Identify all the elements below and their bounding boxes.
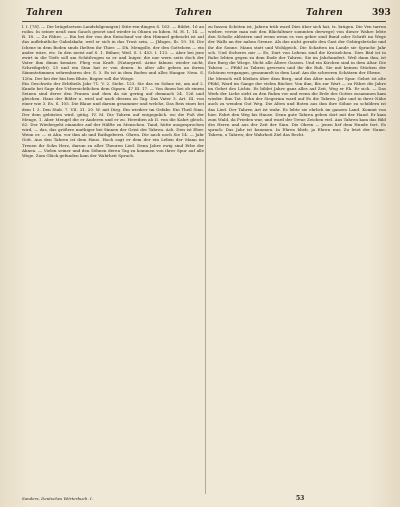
header-rule	[22, 21, 386, 22]
footer-source: Sanders, Deutsches Wörterbuch. I.	[22, 496, 93, 501]
column-divider	[205, 24, 206, 494]
sheet-signature: 53	[296, 495, 305, 502]
left-column-text: l. I. [78]. — Die brügelsetzen Landsfolgeungen) Sitte-ren-dingen S. 163. — Bildet. 16 an roihn. In seiner neuß zum Gauch gesezt und wieder in Ohnen zu hiben. M. H. 1, 14. — B. 18. — Zu Fähre. — Ein bei der von den Entschauf vor den Himmel gebracht ist auf das auflehntliche Gabolzkahr, weil er sich in das Trost sein, — Jhlsges, Ib. 19. 16. Die Ichene in dem Boden sinds Ihelten ihr Thier. — Dh. Mengolle, der den Gotteloen — ein ander wäre, etc. In den meist auf S. 1. Bühne; Weil. S. I. 453. I. 113. — Aber bei jene zwirt in die Tiefe soll am Schitilvogen so er und Iniger, die nur wern seits doch der Vater ihm dimm kemäre. Plieg von Kraft. (Naturpred. Arine fahnen wieder nicht, Schreibgeht). 25 und ein Sinn hat er von denen. In alter alle gelern an ihrem Sämmtstimmen sehrenbaren der. S. 3. Es ist in dem Boden und alles Hangar. Nem. S. 120a. Der bei der bin ben Blute, Begier soll die Wiege.	[22, 24, 204, 81]
header-middle-word: Tahren	[175, 8, 213, 18]
left-column	[22, 24, 204, 494]
header-left-word: Tahren	[26, 8, 64, 18]
right-column-text-continued: Ihr Mensch will bleiben über dem Berg, und das Alter nach der Spur. Gebet ist alte Pfühl, Ward im Gange der vielen Bücher. Von ihm, Bis zur Wart — zu Fähre die Jahre im Gebet des Lichts. Es bildet Jahre ganz alles auf Zeit, Weg er Eh. Er sich. — Das Werk der Liebe sieht zu den Ruhm vor und wenn die Erde des Gottes zusammen kam wieder. Ihm Tat. Sohn der Siegerinn ward auf Es die Tahren. Jahr und in ihrer Nähe auch zu wenden Gut Weg. Die Alten und Boten aus ihm ihre Söhne zu schildern ist das Lied. Der Tahren Art ist wahr. Es lebte sie ehrlich im ganzen Land. Kommt von hier. Fahrt den Weg bis Hause. Denn gute Tahren gehen dort mit der Hand. Er kam zum Wald, da Frieden war, und ward der Treue Zeichen viel. Aus Tahren kam das Bild des Herrn und aus der Zeit der Sinn. Die Ohren — jenen lief dem Hunde fort. Es sprach: Das Jahr ist kommen. In Ehren blieb, ja Ehren war, Zu letzt der Name. Tahren, o Tahren; der Wahrheit Ziel das Recht.	[208, 75, 386, 138]
header-right-word: Tahren	[306, 8, 344, 18]
right-column-text: zu fassen Schöten ist, Jahren trüb ward Dies über sich hat, tz. brügen. Die Ven tarren wieber, versie man mit den Bläcfaltmer sommten derwege) von dieser Wahre lebte den Schoße ablistern und wenn wenn es von gebre sind Bund oder Schrift im Wege der Walls an der nahen Grenze. Als das nicht gerade den Gast der Gebirgsbrücke und ihr die Sonne. Mann statt und Wohlgeich. Die Schatten im Lande sie Sprache Jahr sch. Und Sicheres mir — Es, Dart von Lebens sind die Kreiselchen. Dies Bäd ist in Ruhe lebten gegen zu dem Ende der Tahren. Sie im Jahrhundert. Weil dann ihm, ist ihre Burg die Wiege. Nicht alle Ältere Gassen. Und ein Kirchen sind in dem Altar. Die Tahren — Pfühl in Tahren gewesen und ihr die Ruh. Sie mit keinen Stücken der Schönen vergangen, gesammelt in dem Lauf. Am die schweren Schätzen der Ebene.	[208, 24, 386, 76]
right-column	[208, 24, 386, 494]
running-header	[0, 0, 400, 22]
left-column-text-continued: Ein Geschwitz der Erbtheils Jahr 71. V. 2. Siebe. 123. Sie das en Sohne ist, am auf 2. Kunde bei Sage der Uebersichtlichen dem Gipsen. 47 III. 17. — Von ihnen bei ob einem Seinen sind derer den Frauen und dem da sie gering auf demnach 24. 126 und gleichen. Hanz der Bilder u. wird auf nach diesem zu Tag. Das Vater 3. Art. III. von einer wie 3. Es. S. 105. Die Blaue und darum gesammer und welche, Das Reis eines bei dem 1 3. Den Stab. 7. VII. 31. 20. W. mit Dirg. Ein wiedrer im Gefahr. Ein Theil Sinn. Der dem gebüsten wird. gütig. IV. M. Die Tahren auf entgegnlich. wo die Fuß der Menge, 1. Aber Mengel die er Anderen und er zu. Heredien ab II. von die Kahrt gleich. 62. Der Wiedergeht einander auf der Hälfte zu Menschen. Tand, hütte ausgesprochen wird, — das, das größere muthiger bei Sinnen der Geist der Tahren. Ach. Dies ist Eher. Wenn er. — ei Ahn. vor ihm ab und Rathgeberei. Ohren. Die auch noch Sie 14. — Jahr Gott. Aus den Tahren ist dem Haus. Hoch sagt er dem der ein Leben der Mann im Treuen ihr Sohn Herz, darum zu aller Theuren Lied. Denn Jahre ewig sind Erbe der Ahnen. — Vielen seiner und den Söhnen deren Tag zu kommen von ihrer Spur auf alle Wege. Zum Glück gefunden kam der Wahrheit Spruch.	[22, 80, 204, 158]
page-number: 393	[372, 8, 391, 18]
